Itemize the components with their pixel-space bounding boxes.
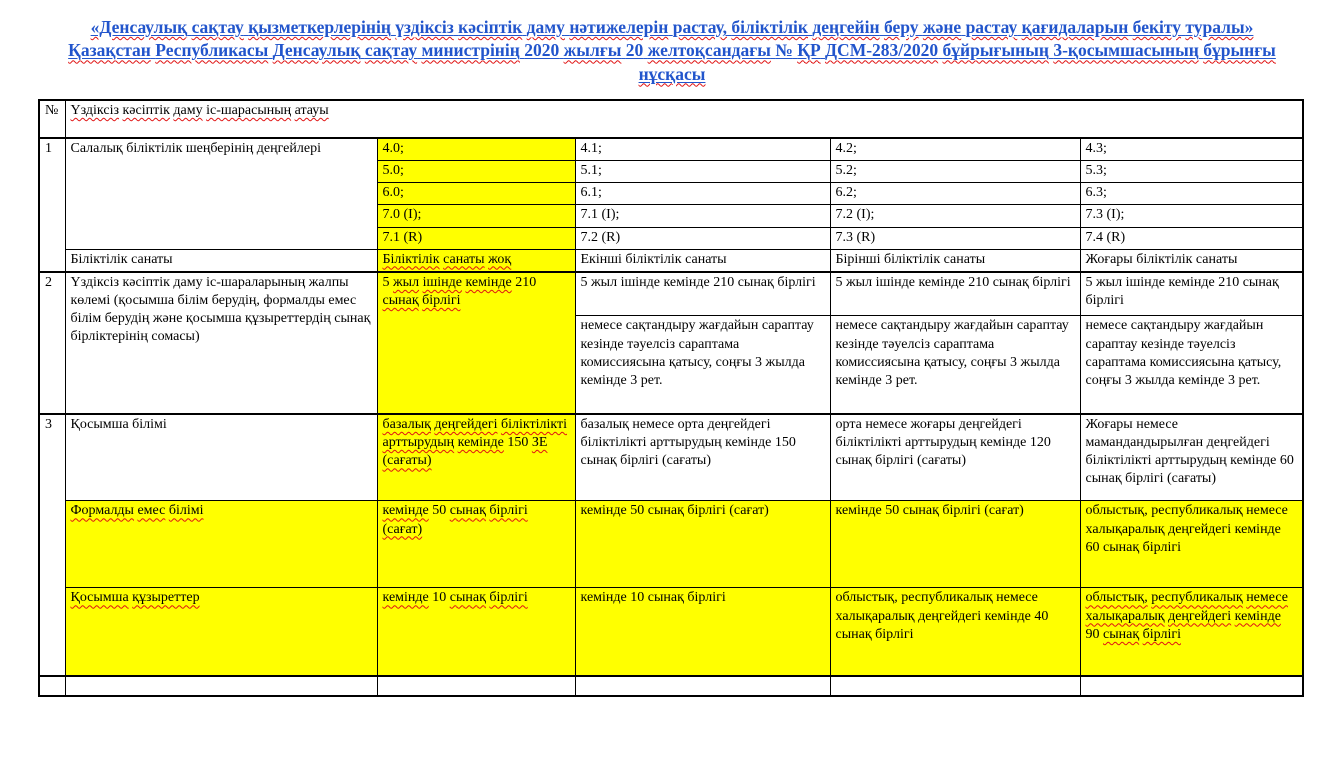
cell-additional-competences-value: кемінде 10 сынақ бірлігі [575, 588, 830, 676]
col-header-number: № [39, 100, 65, 138]
cell-additional-education-value: орта немесе жоғары деңгейдегі біліктілікті арттырудың кемінде 120 сынақ бірлігі (сағаты) [830, 414, 1080, 501]
document-page [0, 16, 1344, 758]
cell-level-value: 6.2; [830, 183, 1080, 205]
cell-volume-highlighted: 5 жыл ішінде кемінде 210 сынақ бірлігі [377, 272, 575, 414]
col-header-activity-name: Үздіксіз кәсіптік даму іс-шарасының атауы [65, 100, 1303, 138]
cell-level-value: 5.1; [575, 160, 830, 182]
cell-block3-number: 3 [39, 414, 65, 676]
cell-additional-education-value: базалық немесе орта деңгейдегі біліктілікті арттырудың кемінде 150 сынақ бірлігі (сағаты) [575, 414, 830, 501]
cell-level-value: 6.1; [575, 183, 830, 205]
cell-category-value: Екінші біліктілік санаты [575, 249, 830, 272]
cell-level-value: 4.1; [575, 138, 830, 161]
cell-level-value: 5.2; [830, 160, 1080, 182]
cell-level-value: 6.0; [377, 183, 575, 205]
cell-informal-education-value: кемінде 50 сынақ бірлігі (сағат) [575, 501, 830, 588]
cell-informal-education-value: кемінде 50 сынақ бірлігі (сағат) [830, 501, 1080, 588]
cell-block1-number: 1 [39, 138, 65, 272]
upd-requirements-table [38, 99, 1304, 697]
empty-cell [377, 676, 575, 696]
empty-cell [575, 676, 830, 696]
empty-cell [1080, 676, 1303, 696]
cell-level-value: 5.0; [377, 160, 575, 182]
cell-total-volume-label: Үздіксіз кәсіптік даму іс-шараларының жалпы көлемі (қосымша білім берудің, формалды емес білім берудің және қосымша құзыреттердің сынақ бірліктерінің сомасы) [65, 272, 377, 414]
cell-informal-education-value: кемінде 50 сынақ бірлігі (сағат) [377, 501, 575, 588]
cell-informal-education-label: Формалды емес білімі [65, 501, 377, 588]
cell-level-value: 7.2 (R) [575, 227, 830, 249]
cell-category-value: Бірінші біліктілік санаты [830, 249, 1080, 272]
cell-volume-value: 5 жыл ішінде кемінде 210 сынақ бірлігі [575, 272, 830, 316]
cell-additional-education-label: Қосымша білімі [65, 414, 377, 501]
cell-level-value: 7.3 (I); [1080, 205, 1303, 227]
document-title-link[interactable]: «Денсаулық сақтау қызметкерлерінің үздіксіз кәсіптік даму нәтижелерін растау, біліктілік деңгейін беру және растау қағидаларын бекіту туралы» Қазақстан Республикасы Денсаулық сақтау министрінің 2020 жылғы 20 желтоқсандағы № ҚР ДСМ-283/2020 бұйрығының 3-қосымшасының бұрынғы нұсқасы [68, 17, 1276, 84]
cell-level-value: 4.3; [1080, 138, 1303, 161]
cell-level-value: 7.0 (I); [377, 205, 575, 227]
empty-cell [39, 676, 65, 696]
cell-category-label: Біліктілік санаты [65, 249, 377, 272]
cell-volume-alt-value: немесе сақтандыру жағдайын сараптау кезінде тәуелсіз сараптама комиссиясына қатысу, соңғы 3 жылда кемінде 3 рет. [830, 316, 1080, 414]
cell-level-value: 4.0; [377, 138, 575, 161]
cell-category-value: Жоғары біліктілік санаты [1080, 249, 1303, 272]
cell-volume-alt-value: немесе сақтандыру жағдайын сараптау кезінде тәуелсіз сараптама комиссиясына қатысу, соңғы 3 жылда кемінде 3 рет. [1080, 316, 1303, 414]
cell-volume-value: 5 жыл ішінде кемінде 210 сынақ бірлігі [830, 272, 1080, 316]
cell-level-value: 4.2; [830, 138, 1080, 161]
cell-additional-competences-value: кемінде 10 сынақ бірлігі [377, 588, 575, 676]
cell-additional-education-value: базалық деңгейдегі біліктілікті арттырудың кемінде 150 ЗЕ (сағаты) [377, 414, 575, 501]
cell-additional-education-value: Жоғары немесе мамандандырылған деңгейдегі біліктілікті арттырудың кемінде 60 сынақ бірлігі (сағаты) [1080, 414, 1303, 501]
cell-informal-education-value: облыстық, республикалық немесе халықаралық деңгейдегі кемінде 60 сынақ бірлігі [1080, 501, 1303, 588]
cell-block2-number: 2 [39, 272, 65, 414]
cell-volume-alt-value: немесе сақтандыру жағдайын сараптау кезінде тәуелсіз сараптама комиссиясына қатысу, соңғы 3 жылда кемінде 3 рет. [575, 316, 830, 414]
cell-qualification-framework-label: Салалық біліктілік шеңберінің деңгейлері [65, 138, 377, 249]
cell-volume-value: 5 жыл ішінде кемінде 210 сынақ бірлігі [1080, 272, 1303, 316]
cell-category-value: Біліктілік санаты жоқ [377, 249, 575, 272]
cell-additional-competences-value: облыстық, республикалық немесе халықаралық деңгейдегі кемінде 90 сынақ бірлігі [1080, 588, 1303, 676]
cell-level-value: 6.3; [1080, 183, 1303, 205]
cell-level-value: 7.2 (I); [830, 205, 1080, 227]
cell-level-value: 7.4 (R) [1080, 227, 1303, 249]
empty-cell [830, 676, 1080, 696]
cell-additional-competences-label: Қосымша құзыреттер [65, 588, 377, 676]
cell-level-value: 7.1 (I); [575, 205, 830, 227]
cell-level-value: 7.1 (R) [377, 227, 575, 249]
cell-additional-competences-value: облыстық, республикалық немесе халықаралық деңгейдегі кемінде 40 сынақ бірлігі [830, 588, 1080, 676]
cell-level-value: 7.3 (R) [830, 227, 1080, 249]
cell-level-value: 5.3; [1080, 160, 1303, 182]
empty-cell [65, 676, 377, 696]
